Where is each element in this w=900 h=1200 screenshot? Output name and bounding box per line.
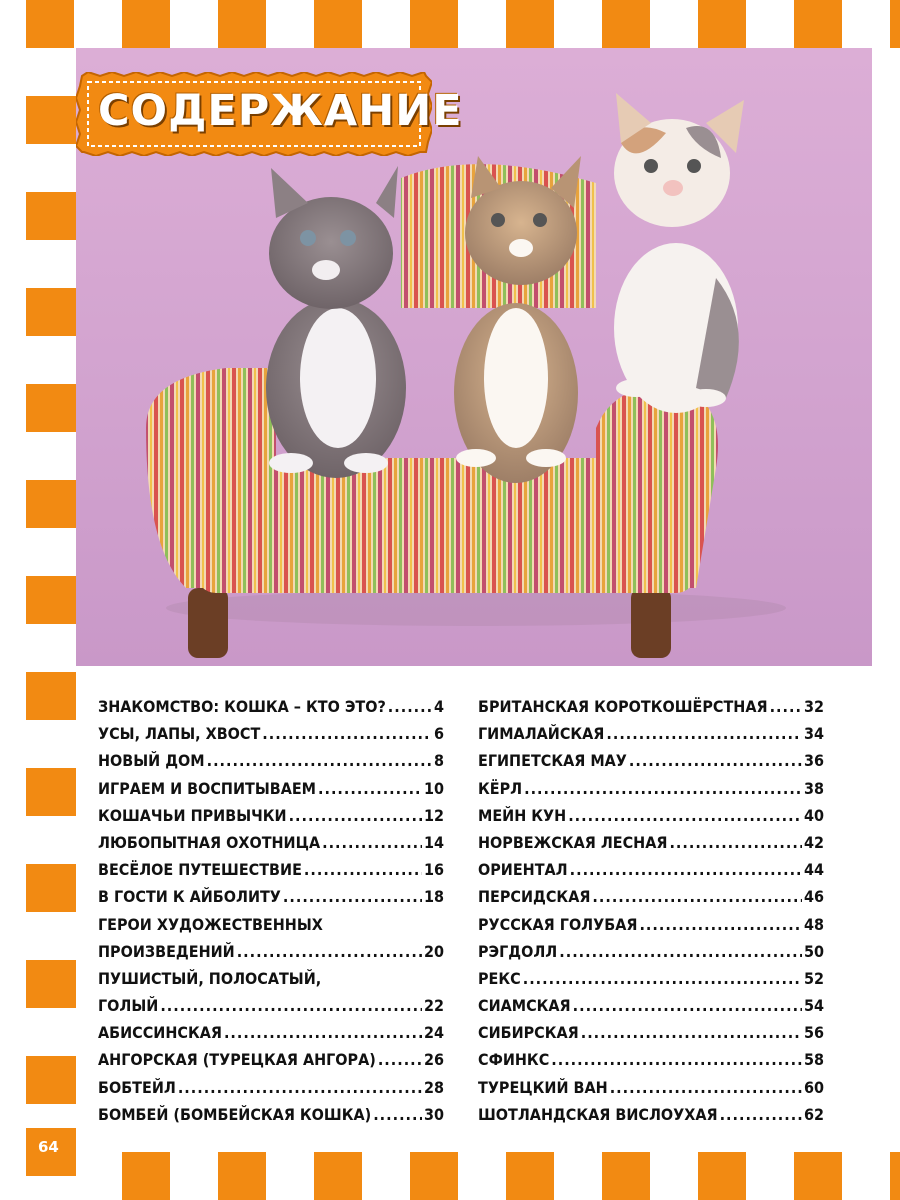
toc-entry (98, 802, 444, 829)
border-square-top (602, 0, 650, 48)
toc-leader-dots (224, 1019, 422, 1046)
border-square-left (26, 576, 76, 624)
toc-entry-page: 40 (803, 805, 824, 825)
border-square-top (218, 0, 266, 48)
border-square-left (26, 864, 76, 912)
toc-leader-dots (237, 938, 422, 965)
toc-entry (98, 1074, 444, 1101)
toc-entry-page: 22 (423, 996, 444, 1016)
border-square-top (698, 0, 746, 48)
toc-entry-title: ЛЮБОПЫТНАЯ ОХОТНИЦА (98, 832, 321, 852)
toc-entry (478, 720, 824, 747)
border-square-top (410, 0, 458, 48)
toc-entry-title: В ГОСТИ К АЙБОЛИТУ (98, 887, 281, 907)
toc-entry (478, 693, 824, 720)
toc-leader-dots (551, 1046, 802, 1073)
toc-entry-page: 36 (803, 751, 824, 771)
toc-entry-title: СИБИРСКАЯ (478, 1023, 579, 1043)
toc-entry-title: МЕЙН КУН (478, 805, 567, 825)
toc-leader-dots (373, 1101, 422, 1128)
toc-leader-dots (289, 802, 422, 829)
toc-entry-title: ГИМАЛАЙСКАЯ (478, 724, 605, 744)
toc-leader-dots (523, 965, 802, 992)
toc-entry (98, 720, 444, 747)
toc-entry-title: ВЕСЁЛОЕ ПУТЕШЕСТВИЕ (98, 860, 302, 880)
toc-entry-page: 56 (803, 1023, 824, 1043)
toc-leader-dots (581, 1019, 802, 1046)
border-square-bottom (218, 1152, 266, 1200)
border-square-top (506, 0, 554, 48)
toc-entry (98, 1046, 444, 1073)
border-square-top (26, 0, 74, 48)
toc-leader-dots (283, 883, 422, 910)
toc-entry-page: 46 (803, 887, 824, 907)
border-square-top (122, 0, 170, 48)
toc-entry-title: ТУРЕЦКИЙ ВАН (478, 1077, 608, 1097)
toc-leader-dots (178, 1074, 422, 1101)
toc-leader-dots (669, 829, 802, 856)
toc-entry (98, 693, 444, 720)
toc-entry-title: БОМБЕЙ (БОМБЕЙСКАЯ КОШКА) (98, 1104, 372, 1124)
toc-entry-title: АНГОРСКАЯ (ТУРЕЦКАЯ АНГОРА) (98, 1050, 376, 1070)
toc-entry-page: 42 (803, 832, 824, 852)
toc-leader-dots (629, 747, 802, 774)
toc-leader-dots (568, 802, 802, 829)
border-square-top (794, 0, 842, 48)
toc-leader-dots (559, 938, 802, 965)
page-title: СОДЕРЖАНИЕ (98, 86, 463, 136)
toc-entry-title: ИГРАЕМ И ВОСПИТЫВАЕМ (98, 778, 316, 798)
toc-entry-page: 8 (433, 751, 444, 771)
toc-entry (98, 992, 444, 1019)
toc-leader-dots (207, 747, 432, 774)
toc-column-left (98, 693, 444, 1128)
toc-entry-title: КОШАЧЬИ ПРИВЫЧКИ (98, 805, 287, 825)
border-square-bottom (410, 1152, 458, 1200)
border-square-left (26, 288, 76, 336)
toc-entry-title: НОВЫЙ ДОМ (98, 751, 205, 771)
toc-entry (478, 856, 824, 883)
toc-leader-dots (573, 992, 802, 1019)
border-square-left (26, 384, 76, 432)
toc-entry-title: СФИНКС (478, 1050, 550, 1070)
toc-entry-title: РЕКС (478, 968, 521, 988)
toc-entry-page: 34 (803, 724, 824, 744)
toc-entry-title: РЭГДОЛЛ (478, 941, 558, 961)
toc-entry (98, 1019, 444, 1046)
toc-entry (478, 938, 824, 965)
toc-entry-page: 24 (423, 1023, 444, 1043)
border-square-bottom (698, 1152, 746, 1200)
toc-entry-page: 52 (803, 968, 824, 988)
border-square-bottom (506, 1152, 554, 1200)
toc-entry (478, 965, 824, 992)
toc-entry-title: БРИТАНСКАЯ КОРОТКОШЁРСТНАЯ (478, 697, 768, 716)
toc-entry (98, 1101, 444, 1128)
toc-entry-page: 26 (423, 1050, 444, 1070)
toc-entry-title: ОРИЕНТАЛ (478, 860, 568, 880)
toc-entry-page: 20 (423, 941, 444, 961)
toc-entry-page: 16 (423, 860, 444, 880)
toc-leader-dots (262, 720, 432, 747)
toc-entry-title: КЁРЛ (478, 778, 523, 798)
toc-entry (478, 1019, 824, 1046)
border-square-left (26, 96, 76, 144)
toc-leader-dots (592, 883, 802, 910)
border-square-left (26, 768, 76, 816)
toc-entry (98, 856, 444, 883)
toc-column-right (478, 693, 824, 1128)
toc-entry-page: 62 (803, 1104, 824, 1124)
toc-entry (478, 829, 824, 856)
toc-entry (478, 883, 824, 910)
toc-entry (98, 938, 444, 965)
toc-entry-title: ЕГИПЕТСКАЯ МАУ (478, 751, 627, 771)
toc-entry (98, 747, 444, 774)
toc-entry-title: ПУШИСТЫЙ, ПОЛОСАТЫЙ, (98, 968, 322, 988)
toc-entry-title: ГОЛЫЙ (98, 996, 159, 1016)
toc-leader-dots (524, 775, 802, 802)
toc-entry-page: 10 (423, 778, 444, 798)
toc-entry (478, 775, 824, 802)
toc-entry-title: ЗНАКОМСТВО: КОШКА – КТО ЭТО? (98, 697, 386, 716)
toc-entry-page: 50 (803, 941, 824, 961)
toc-entry-title: ГЕРОИ ХУДОЖЕСТВЕННЫХ (98, 914, 323, 934)
border-square-bottom (122, 1152, 170, 1200)
border-square-bottom (794, 1152, 842, 1200)
toc-entry (98, 965, 444, 992)
border-square-bottom (602, 1152, 650, 1200)
border-square-bottom (890, 1152, 900, 1200)
toc-leader-dots (318, 775, 422, 802)
toc-entry-title: ШОТЛАНДСКАЯ ВИСЛОУХАЯ (478, 1104, 718, 1124)
toc-entry-title: УСЫ, ЛАПЫ, ХВОСТ (98, 724, 261, 744)
toc-entry (478, 802, 824, 829)
toc-entry (98, 883, 444, 910)
border-square-left (26, 192, 76, 240)
toc-entry-title: ПЕРСИДСКАЯ (478, 887, 591, 907)
toc-entry (98, 911, 444, 938)
title-banner (76, 72, 463, 156)
page-number: 64 (38, 1138, 59, 1156)
toc-entry-page: 44 (803, 860, 824, 880)
toc-entry-title: СИАМСКАЯ (478, 996, 571, 1016)
toc-entry-page: 14 (423, 832, 444, 852)
toc-leader-dots (322, 829, 422, 856)
toc-leader-dots (770, 693, 802, 720)
toc-entry-title: АБИССИНСКАЯ (98, 1023, 222, 1043)
toc-entry-title: РУССКАЯ ГОЛУБАЯ (478, 914, 638, 934)
toc-entry-page: 28 (423, 1077, 444, 1097)
toc-leader-dots (639, 911, 802, 938)
toc-leader-dots (388, 693, 432, 720)
toc-entry-page: 54 (803, 996, 824, 1016)
border-square-bottom (314, 1152, 362, 1200)
toc-entry-page: 38 (803, 778, 824, 798)
toc-entry (478, 992, 824, 1019)
toc-leader-dots (610, 1074, 802, 1101)
border-square-top (314, 0, 362, 48)
border-square-left (26, 672, 76, 720)
toc-entry (478, 747, 824, 774)
toc-entry (478, 911, 824, 938)
toc-entry (98, 775, 444, 802)
toc-leader-dots (606, 720, 802, 747)
toc-entry-page: 58 (803, 1050, 824, 1070)
border-square-left (26, 960, 76, 1008)
toc-entry-page: 4 (433, 697, 444, 716)
toc-leader-dots (720, 1101, 802, 1128)
toc-leader-dots (378, 1046, 422, 1073)
toc-entry-page: 30 (423, 1104, 444, 1124)
toc-entry (98, 829, 444, 856)
toc-entry-page: 32 (803, 697, 824, 716)
toc-entry (478, 1101, 824, 1128)
toc-entry-page: 18 (423, 887, 444, 907)
toc-entry (478, 1074, 824, 1101)
toc-entry-title: НОРВЕЖСКАЯ ЛЕСНАЯ (478, 832, 668, 852)
toc-leader-dots (570, 856, 802, 883)
toc-entry-title: БОБТЕЙЛ (98, 1077, 176, 1097)
toc-entry-title: ПРОИЗВЕДЕНИЙ (98, 941, 235, 961)
border-square-top (890, 0, 900, 48)
toc-leader-dots (160, 992, 422, 1019)
toc-entry-page: 48 (803, 914, 824, 934)
toc-entry-page: 12 (423, 805, 444, 825)
border-square-left (26, 1056, 76, 1104)
toc-leader-dots (304, 856, 422, 883)
toc-entry (478, 1046, 824, 1073)
border-square-left (26, 480, 76, 528)
toc-entry-page: 6 (433, 724, 444, 744)
toc-entry-page: 60 (803, 1077, 824, 1097)
